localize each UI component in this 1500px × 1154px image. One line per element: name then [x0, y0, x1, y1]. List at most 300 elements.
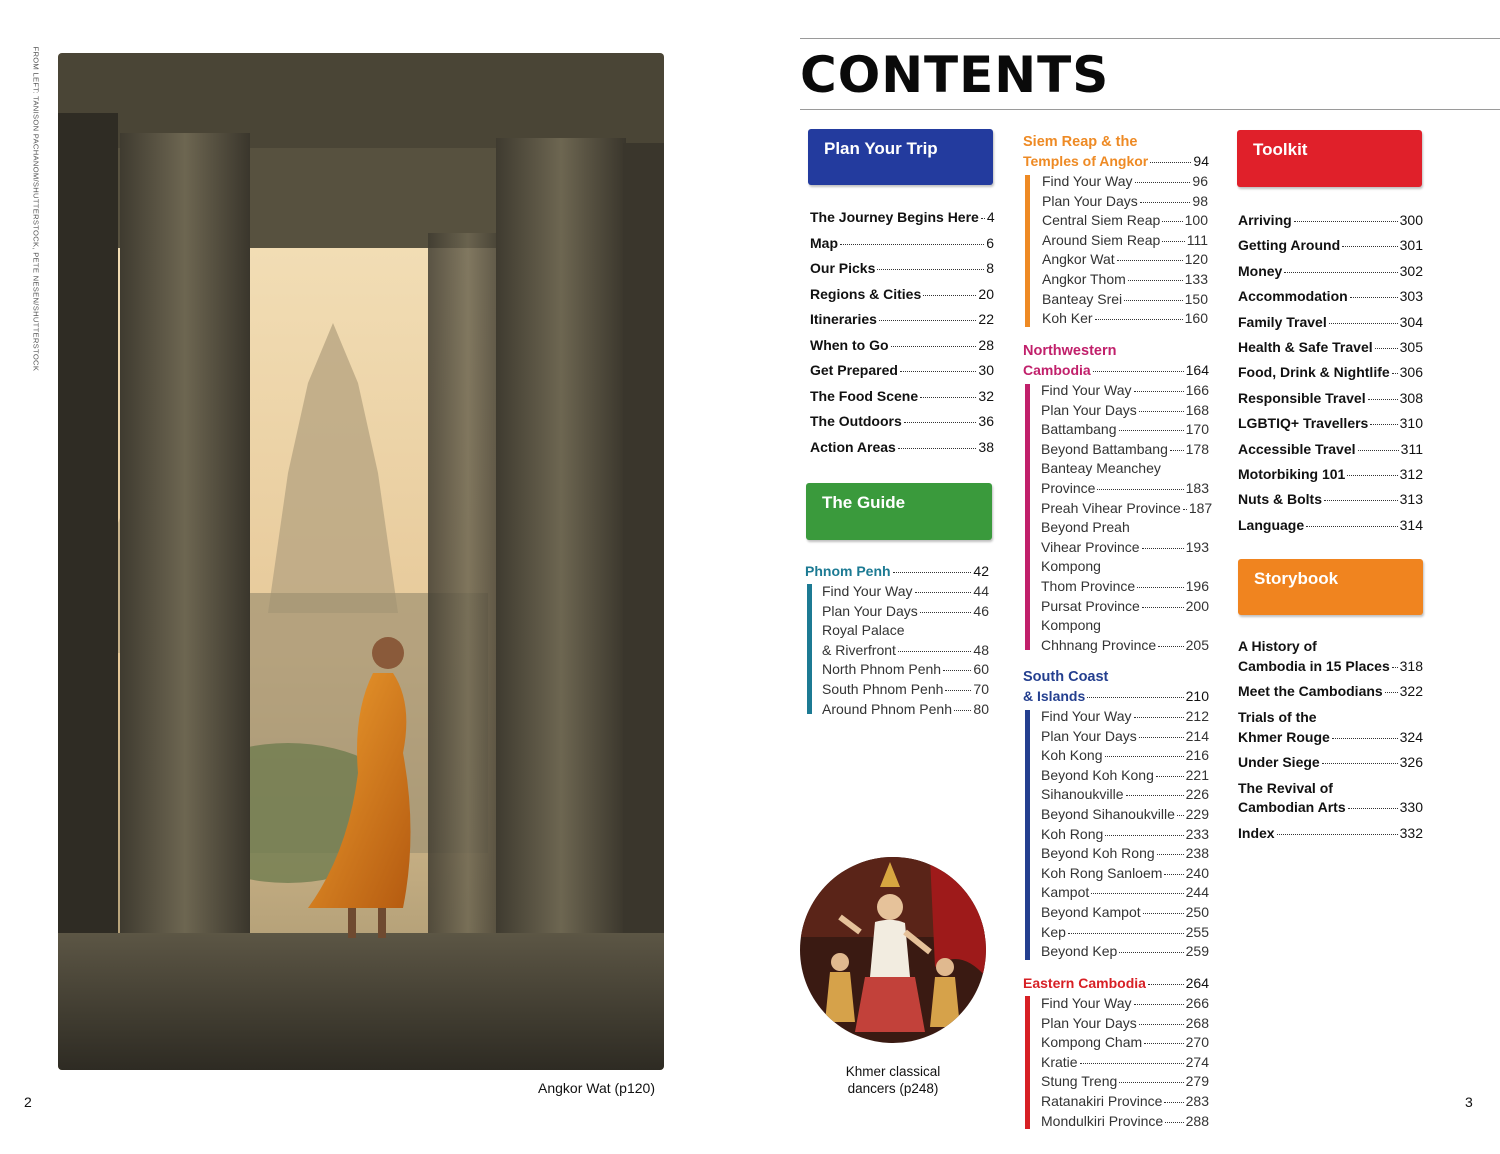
entry-title: Beyond Kampot: [1041, 904, 1141, 920]
leader-dots: [1392, 373, 1398, 374]
leader-dots: [1183, 509, 1187, 510]
leader-dots: [923, 295, 976, 296]
leader-dots: [920, 612, 972, 613]
toc-entry: [1041, 479, 1209, 499]
entry-title: Getting Around: [1238, 237, 1341, 254]
entry-title: Ratanakiri Province: [1041, 1093, 1163, 1109]
entry-page: 160: [1184, 310, 1208, 327]
leader-dots: [1306, 526, 1398, 527]
entry-title: Find Your Way: [1042, 173, 1133, 189]
entry-page: 270: [1185, 1034, 1209, 1051]
entry-title: Health & Safe Travel: [1238, 339, 1373, 355]
leader-dots: [1128, 280, 1183, 281]
entry-title: The Journey Begins Here: [810, 209, 979, 225]
toc-entry: [1238, 287, 1423, 307]
leader-dots: [1080, 1063, 1184, 1064]
entry-title: Vihear Province: [1041, 538, 1140, 555]
toc-entry: [1041, 707, 1209, 727]
entry-title: Koh Rong Sanloem: [1041, 864, 1163, 881]
photo-credit: [26, 46, 46, 382]
entry-title: Responsible Travel: [1238, 389, 1366, 406]
eastern-bar: [1025, 996, 1030, 1129]
entry-title: Get Prepared: [810, 362, 898, 378]
entry-page: 255: [1185, 923, 1209, 940]
entry-page: 36: [978, 413, 994, 429]
plan-your-trip-header: Plan Your Trip: [808, 129, 993, 185]
toc-entry: [822, 582, 989, 602]
entry-page: 187: [1188, 499, 1213, 516]
entry-title: Beyond Kep: [1041, 943, 1118, 960]
entry-page: 120: [1184, 251, 1208, 268]
toc-entry: [1041, 864, 1209, 884]
toc-entry: Beyond Preah: [1041, 519, 1130, 536]
entry-page: 28: [978, 336, 994, 353]
dancer-caption-line2: dancers (p248): [847, 1081, 939, 1096]
entry-title: Stung Treng: [1041, 1073, 1118, 1090]
leader-dots: [1347, 475, 1397, 476]
toc-entry: [1041, 499, 1213, 519]
leader-dots: [877, 269, 984, 270]
entry-title: Battambang: [1041, 421, 1117, 438]
toc-entry: [1041, 538, 1209, 558]
leader-dots: [1324, 500, 1398, 501]
entry-title: Banteay Srei: [1042, 290, 1123, 307]
entry-title: Pursat Province: [1041, 597, 1140, 614]
section-page: 210: [1185, 688, 1209, 704]
toc-entry: A History of: [1238, 638, 1317, 654]
leader-dots: [1126, 795, 1184, 796]
entry-page: 200: [1185, 597, 1209, 614]
photo-credit-text: FROM LEFT: TANISON PACHANOM/SHUTTERSTOCK, PETE NESEN/SHUTTERSTOCK: [31, 46, 41, 372]
toc-entry: [1041, 1072, 1209, 1092]
entry-page: 4: [986, 209, 995, 225]
toc-entry: [1042, 172, 1208, 192]
section-page: 42: [973, 563, 989, 579]
entry-page: 196: [1185, 578, 1209, 594]
leader-dots: [1284, 272, 1397, 273]
leader-dots: [1165, 1122, 1183, 1123]
section-title: Cambodia: [1023, 362, 1091, 378]
leader-dots: [1162, 221, 1182, 222]
entry-title: Under Siege: [1238, 754, 1320, 770]
entry-page: 111: [1186, 231, 1208, 248]
toc-entry: [1238, 728, 1423, 748]
entry-page: 22: [978, 311, 994, 327]
entry-page: 133: [1184, 271, 1208, 287]
toc-entry: [1042, 290, 1208, 310]
entry-page: 322: [1399, 683, 1423, 699]
entry-page: 314: [1399, 516, 1423, 533]
entry-page: 266: [1185, 995, 1209, 1011]
toc-entry: [1042, 309, 1208, 329]
entry-title: Accommodation: [1238, 288, 1348, 305]
entry-title: Around Siem Reap: [1042, 231, 1161, 248]
toc-entry: Trials of the: [1238, 709, 1317, 725]
toc-entry: [810, 234, 994, 254]
entry-title: Angkor Thom: [1042, 271, 1126, 287]
toc-entry: [1042, 211, 1208, 231]
leader-dots: [1392, 667, 1398, 668]
dancer-caption-line1: Khmer classical: [845, 1064, 941, 1079]
toc-entry: [1041, 381, 1209, 401]
entry-page: 38: [978, 438, 994, 455]
leader-dots: [1139, 411, 1184, 412]
entry-title: Kompong Cham: [1041, 1034, 1143, 1051]
entry-page: 244: [1185, 884, 1209, 901]
toc-entry: [1041, 825, 1209, 845]
entry-page: 226: [1185, 786, 1209, 803]
toc-entry: [810, 336, 994, 356]
toc-entry: [1041, 903, 1209, 923]
entry-title: The Food Scene: [810, 387, 919, 404]
toc-entry: [1041, 942, 1209, 962]
entry-title: Food, Drink & Nightlife: [1238, 364, 1390, 381]
entry-page: 233: [1185, 825, 1209, 842]
entry-title: Accessible Travel: [1238, 440, 1356, 457]
entry-title: Kratie: [1041, 1053, 1078, 1070]
entry-title: Central Siem Reap: [1042, 212, 1161, 229]
entry-page: 96: [1192, 173, 1208, 189]
section-title: Phnom Penh: [805, 563, 891, 579]
leader-dots: [1144, 1043, 1183, 1044]
entry-page: 305: [1399, 339, 1423, 355]
leader-dots: [898, 651, 972, 652]
toc-entry: [1041, 766, 1209, 786]
toc-entry: Kompong: [1041, 617, 1101, 634]
toc-entry: [1238, 465, 1423, 485]
leader-dots: [1322, 763, 1398, 764]
toc-entry: [822, 700, 989, 720]
entry-title: Kampot: [1041, 884, 1090, 901]
toc-entry: [1238, 363, 1423, 383]
toc-entry: [1238, 657, 1423, 677]
toc-entry: [1042, 250, 1208, 270]
leader-dots: [891, 346, 977, 347]
leader-dots: [1135, 182, 1191, 183]
dancers-illustration: [800, 857, 986, 1043]
toc-entry: [1238, 824, 1423, 844]
toc-entry: Banteay Meanchey: [1041, 460, 1161, 477]
entry-page: 312: [1399, 466, 1423, 482]
entry-title: Family Travel: [1238, 313, 1327, 330]
leader-dots: [943, 670, 971, 671]
section-page: 164: [1185, 362, 1209, 378]
leader-dots: [1385, 692, 1398, 693]
entry-title: Khmer Rouge: [1238, 729, 1330, 745]
leader-dots: [1119, 952, 1183, 953]
entry-page: 20: [978, 285, 994, 302]
entry-title: Motorbiking 101: [1238, 466, 1346, 482]
toc-entry: [810, 412, 994, 432]
entry-page: 308: [1399, 389, 1423, 406]
toc-entry: [1238, 262, 1423, 282]
leader-dots: [879, 320, 976, 321]
entry-page: 170: [1185, 421, 1209, 438]
leader-dots: [1358, 450, 1399, 451]
leader-dots: [898, 448, 977, 449]
entry-title: Nuts & Bolts: [1238, 491, 1322, 508]
entry-title: When to Go: [810, 336, 889, 353]
entry-page: 313: [1399, 491, 1423, 508]
entry-page: 178: [1185, 440, 1209, 457]
entry-page: 32: [978, 387, 994, 404]
toc-entry: [1238, 389, 1423, 409]
section-south-coast: [1023, 687, 1209, 707]
toc-entry: [1238, 682, 1423, 702]
toc-entry: [1041, 883, 1209, 903]
leader-dots: [1370, 424, 1397, 425]
entry-page: 300: [1399, 212, 1423, 228]
leader-dots: [1137, 587, 1183, 588]
toc-entry: [810, 387, 994, 407]
leader-dots: [1097, 489, 1183, 490]
toc-entry: [1041, 401, 1209, 421]
toc-entry: [1238, 313, 1423, 333]
entry-page: 259: [1185, 943, 1209, 960]
section-siem-reap: [1023, 152, 1209, 172]
toc-entry: [1041, 1014, 1209, 1034]
entry-title: Money: [1238, 262, 1283, 279]
leader-dots: [1140, 202, 1191, 203]
entry-title: Action Areas: [810, 438, 896, 455]
leader-dots: [920, 397, 976, 398]
entry-title: Koh Rong: [1041, 825, 1104, 842]
entry-page: 44: [973, 583, 989, 599]
leader-dots: [1142, 548, 1184, 549]
section-northwestern: [1023, 361, 1209, 381]
entry-title: Itineraries: [810, 311, 877, 327]
toc-entry: [1041, 805, 1209, 825]
section-title: & Islands: [1023, 688, 1086, 704]
leader-dots: [1105, 756, 1184, 757]
entry-title: Thom Province: [1041, 578, 1136, 594]
section-eastern: [1023, 974, 1209, 994]
south-coast-bar: [1025, 710, 1030, 960]
toc-entry: [1041, 440, 1209, 460]
toc-entry: Kompong: [1041, 558, 1101, 575]
toc-entry: [1238, 798, 1423, 818]
entry-page: 214: [1185, 727, 1209, 744]
entry-page: 318: [1399, 658, 1423, 674]
entry-page: 183: [1185, 480, 1209, 496]
leader-dots: [954, 710, 971, 711]
leader-dots: [1158, 646, 1183, 647]
leader-dots: [1119, 1082, 1183, 1083]
leader-dots: [1350, 297, 1398, 298]
entry-title: Province: [1041, 480, 1096, 496]
toc-entry: [1041, 994, 1209, 1014]
toc-entry: [1041, 1092, 1209, 1112]
toc-entry: [1041, 923, 1209, 943]
entry-title: Language: [1238, 516, 1305, 533]
entry-title: Map: [810, 234, 838, 251]
page-number-right: 3: [1465, 1094, 1473, 1110]
leader-dots: [1068, 933, 1184, 934]
photo-caption: Angkor Wat (p120): [538, 1080, 655, 1096]
entry-page: 240: [1185, 864, 1209, 881]
entry-title: Chhnang Province: [1041, 636, 1157, 653]
entry-page: 193: [1185, 538, 1209, 555]
toc-entry: [1042, 192, 1208, 212]
entry-page: 326: [1399, 754, 1423, 770]
entry-page: 212: [1185, 708, 1209, 724]
entry-title: Find Your Way: [1041, 995, 1132, 1011]
leader-dots: [1139, 737, 1184, 738]
northwestern-line1: Northwestern: [1023, 343, 1117, 359]
toc-entry: [810, 361, 994, 381]
leader-dots: [1134, 391, 1184, 392]
entry-title: Cambodia in 15 Places: [1238, 658, 1390, 674]
toc-entry: Royal Palace: [822, 622, 905, 639]
leader-dots: [1162, 241, 1184, 242]
toc-entry: [822, 602, 989, 622]
toc-entry: [1041, 727, 1209, 747]
leader-dots: [1143, 913, 1184, 914]
entry-page: 70: [973, 681, 989, 697]
entry-title: Kep: [1041, 923, 1066, 940]
toc-entry: [1238, 753, 1423, 773]
toc-entry: [1238, 516, 1423, 536]
leader-dots: [1375, 348, 1398, 349]
toc-entry: [1238, 490, 1423, 510]
entry-title: Plan Your Days: [1041, 401, 1137, 418]
leader-dots: [1342, 246, 1398, 247]
entry-title: Meet the Cambodians: [1238, 683, 1383, 699]
entry-page: 80: [973, 700, 989, 717]
entry-page: 288: [1185, 1112, 1209, 1129]
the-guide-header: The Guide: [806, 483, 992, 540]
entry-page: 48: [973, 641, 989, 658]
entry-title: Plan Your Days: [1042, 192, 1138, 209]
leader-dots: [1119, 430, 1184, 431]
leader-dots: [945, 690, 971, 691]
entry-title: LGBTIQ+ Travellers: [1238, 415, 1369, 432]
toc-entry: [1041, 1033, 1209, 1053]
entry-title: Beyond Sihanoukville: [1041, 806, 1175, 822]
toc-entry: [1041, 577, 1209, 597]
entry-page: 250: [1185, 904, 1209, 920]
entry-page: 168: [1185, 401, 1209, 418]
siem-reap-line1: Siem Reap & the: [1023, 134, 1138, 150]
entry-title: Our Picks: [810, 260, 876, 276]
northwestern-bar: [1025, 384, 1030, 650]
toc-entry: [810, 208, 994, 228]
storybook-header: Storybook: [1238, 559, 1423, 615]
entry-title: Beyond Koh Kong: [1041, 766, 1154, 783]
entry-page: 166: [1185, 382, 1209, 398]
toolkit-header: Toolkit: [1237, 130, 1422, 187]
section-title: Eastern Cambodia: [1023, 975, 1146, 991]
entry-page: 221: [1185, 766, 1209, 783]
entry-page: 238: [1185, 845, 1209, 862]
entry-title: Regions & Cities: [810, 285, 922, 302]
leader-dots: [1134, 1004, 1184, 1005]
entry-page: 216: [1185, 747, 1209, 764]
entry-page: 229: [1185, 806, 1209, 822]
toc-entry: [822, 641, 989, 661]
entry-title: South Phnom Penh: [822, 681, 944, 697]
toc-entry: [810, 259, 994, 279]
section-page: 94: [1193, 153, 1209, 169]
leader-dots: [1332, 738, 1398, 739]
toc-entry: [822, 660, 989, 680]
toc-entry: [1238, 338, 1423, 358]
toc-entry: [1238, 236, 1423, 256]
leader-dots: [904, 422, 977, 423]
angkor-wat-illustration: [58, 53, 664, 1070]
entry-title: Index: [1238, 825, 1275, 841]
entry-title: Arriving: [1238, 212, 1292, 228]
entry-page: 8: [986, 260, 994, 276]
entry-page: 303: [1399, 288, 1423, 305]
title-rule: [800, 109, 1500, 110]
leader-dots: [1348, 808, 1398, 809]
entry-page: 30: [978, 362, 994, 378]
entry-page: 302: [1399, 262, 1423, 279]
leader-dots: [1095, 319, 1183, 320]
entry-page: 332: [1399, 825, 1423, 841]
entry-title: & Riverfront: [822, 641, 896, 658]
entry-page: 306: [1399, 364, 1423, 381]
leader-dots: [981, 218, 985, 219]
toc-entry: [810, 310, 994, 330]
entry-title: Koh Ker: [1042, 310, 1093, 327]
entry-title: Preah Vihear Province: [1041, 499, 1181, 516]
leader-dots: [900, 371, 976, 372]
entry-page: 150: [1184, 290, 1208, 307]
page-number-left: 2: [24, 1094, 32, 1110]
toc-entry: [1041, 1112, 1209, 1132]
entry-title: Plan Your Days: [822, 602, 918, 619]
entry-page: 310: [1399, 415, 1423, 432]
toc-entry: The Revival of: [1238, 780, 1333, 796]
toc-entry: [1041, 636, 1209, 656]
top-rule: [800, 38, 1500, 39]
entry-title: Find Your Way: [822, 583, 913, 599]
entry-title: Cambodian Arts: [1238, 799, 1346, 815]
toc-entry: [1042, 270, 1208, 290]
section-page: 264: [1185, 975, 1209, 991]
entry-page: 279: [1185, 1073, 1209, 1090]
entry-page: 311: [1400, 440, 1423, 457]
toc-entry: [810, 285, 994, 305]
leader-dots: [1277, 834, 1398, 835]
entry-title: Beyond Koh Rong: [1041, 845, 1155, 862]
entry-page: 98: [1192, 192, 1208, 209]
leader-dots: [1294, 221, 1398, 222]
toc-entry: [1041, 844, 1209, 864]
entry-page: 60: [973, 661, 989, 678]
toc-entry: [810, 438, 994, 458]
entry-title: Around Phnom Penh: [822, 700, 952, 717]
south-coast-line1: South Coast: [1023, 669, 1109, 685]
toc-entry: [1041, 420, 1209, 440]
entry-title: Find Your Way: [1041, 708, 1132, 724]
entry-title: Mondulkiri Province: [1041, 1112, 1164, 1129]
leader-dots: [1164, 874, 1183, 875]
entry-title: Angkor Wat: [1042, 251, 1115, 268]
leader-dots: [1134, 717, 1184, 718]
leader-dots: [1156, 776, 1184, 777]
leader-dots: [1368, 399, 1398, 400]
leader-dots: [1117, 260, 1183, 261]
entry-title: Find Your Way: [1041, 382, 1132, 398]
leader-dots: [1091, 893, 1183, 894]
entry-title: Beyond Battambang: [1041, 440, 1168, 457]
toc-entry: [1041, 1053, 1209, 1073]
entry-page: 205: [1185, 636, 1209, 653]
entry-page: 330: [1399, 799, 1423, 815]
